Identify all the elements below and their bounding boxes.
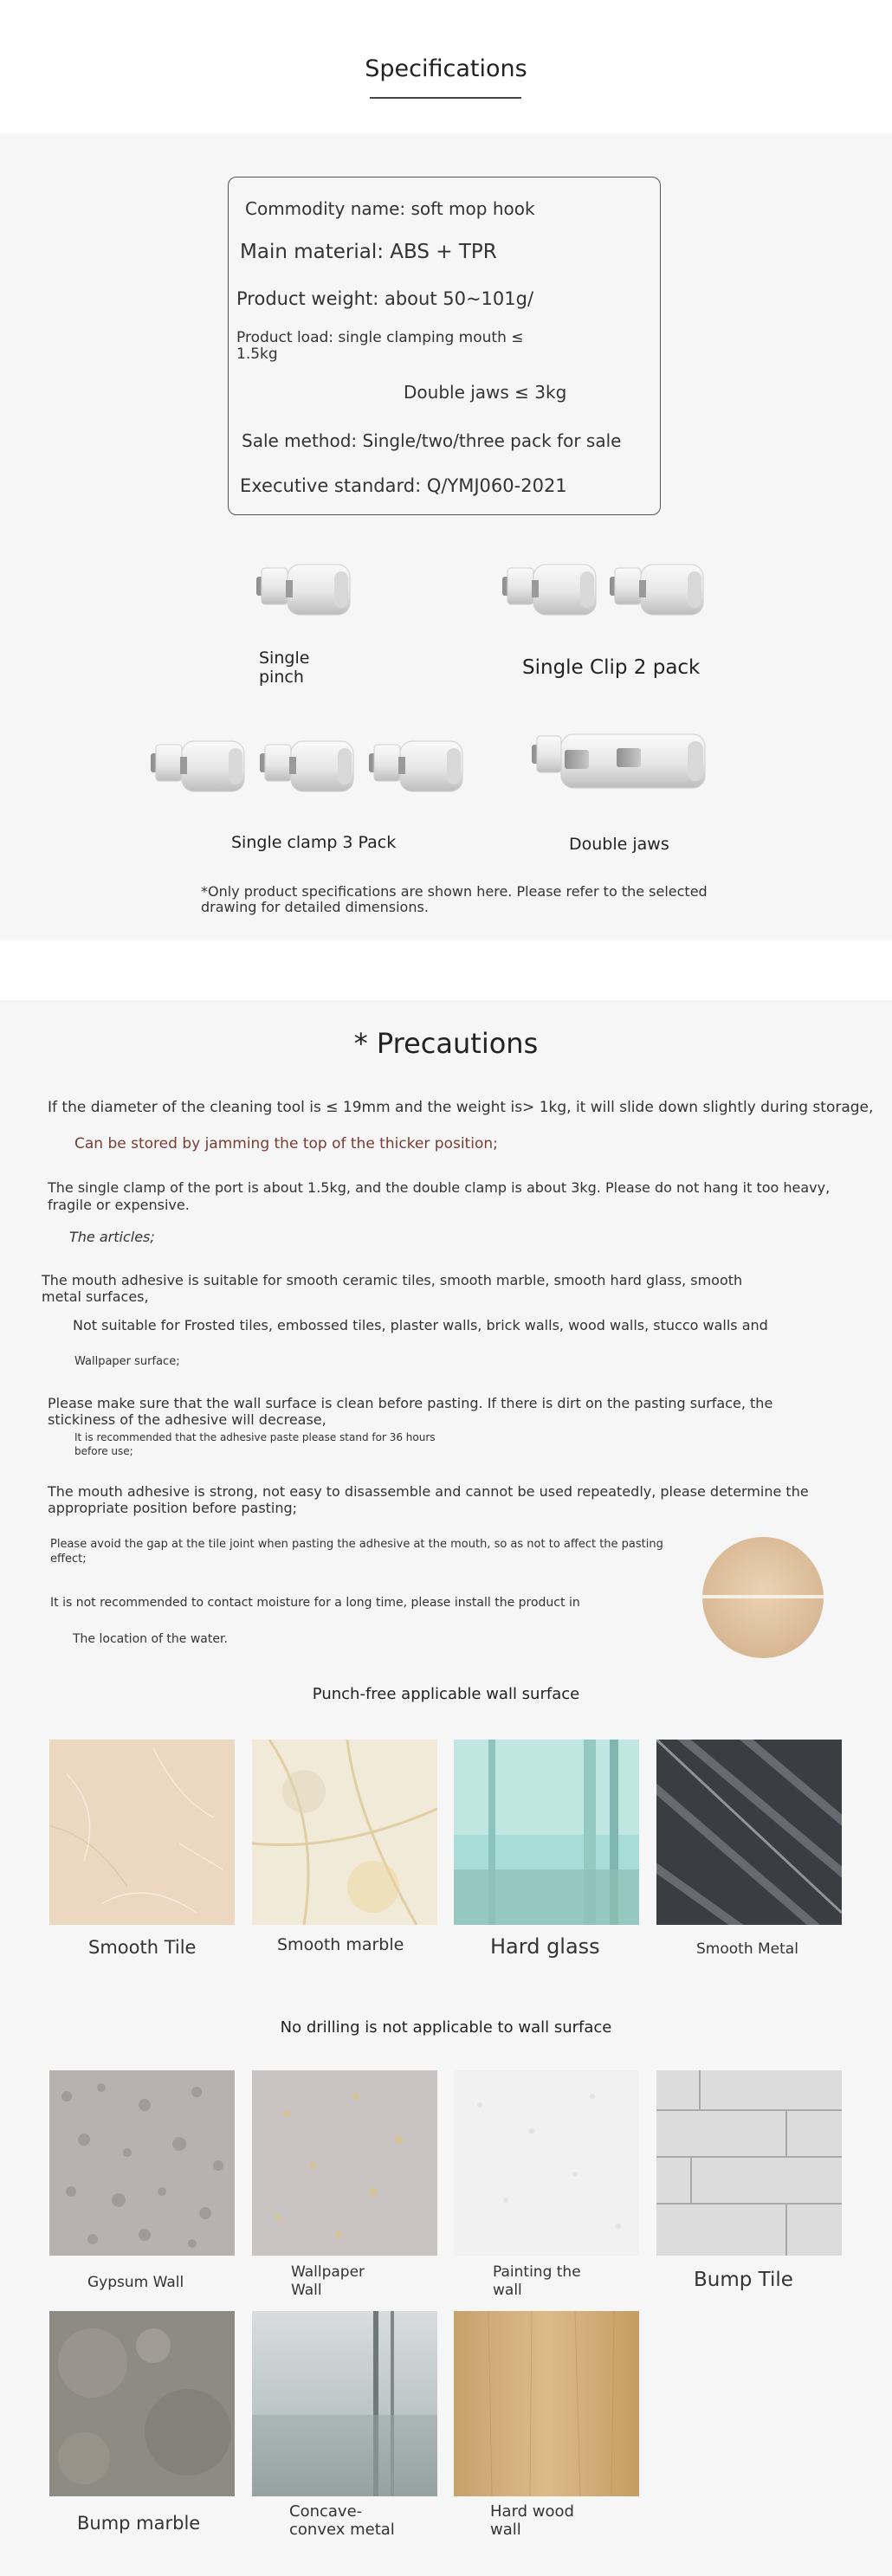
hard-glass-image (454, 1740, 639, 1925)
precaution-2-line-2: fragile or expensive. (48, 1197, 190, 1213)
smooth-marble-image (252, 1740, 437, 1925)
caption-clamp-3-pack: Single clamp 3 Pack (231, 833, 397, 852)
spec-sale-method: Sale method: Single/two/three pack for sale (242, 430, 622, 451)
spec-double-jaws-load: Double jaws ≤ 3kg (404, 382, 567, 403)
spec-note-2: drawing for detailed dimensions. (201, 899, 429, 915)
precaution-5-line-2: appropriate position before pasting; (48, 1500, 298, 1516)
spec-load-1: Product load: single clamping mouth ≤ (236, 329, 524, 346)
label-painting-1: Painting the (493, 2263, 581, 2281)
clamp-3-pack-image (149, 738, 468, 797)
non-applicable-walls-title: No drilling is not applicable to wall surface (280, 2018, 612, 2037)
label-bump-marble: Bump marble (77, 2513, 201, 2534)
gypsum-wall-image (49, 2070, 235, 2256)
spec-standard: Executive standard: Q/YMJ060-2021 (240, 475, 567, 496)
bump-marble-image (49, 2311, 235, 2496)
wallpaper-wall-image (252, 2070, 437, 2256)
precaution-1-note: Can be stored by jamming the top of the thicker position; (74, 1135, 498, 1152)
precaution-4-line-2: stickiness of the adhesive will decrease, (48, 1411, 326, 1428)
spec-commodity: Commodity name: soft mop hook (245, 198, 535, 219)
label-smooth-tile: Smooth Tile (88, 1937, 197, 1958)
caption-double-jaws: Double jaws (569, 835, 669, 854)
precaution-3-line-1: The mouth adhesive is suitable for smooth ceramic tiles, smooth marble, smooth hard glass, smooth (42, 1272, 743, 1288)
specifications-title: Specifications (365, 55, 527, 82)
smooth-tile-image (49, 1740, 235, 1925)
spec-note-1: *Only product specifications are shown here. Please refer to the selected (201, 883, 708, 900)
spec-material: Main material: ABS + TPR (240, 241, 497, 263)
precaution-4-line-1: Please make sure that the wall surface is clean before pasting. If there is dirt on the pasting surface, the (48, 1395, 773, 1411)
spec-load-2: 1.5kg (236, 345, 278, 363)
applicable-walls-title: Punch-free applicable wall surface (312, 1685, 580, 1703)
caption-single-2: pinch (259, 668, 304, 687)
hard-wood-wall-image (454, 2311, 639, 2496)
label-wallpaper-2: Wall (291, 2282, 322, 2299)
label-hard-glass: Hard glass (490, 1934, 600, 1959)
painting-wall-image (454, 2070, 639, 2256)
label-concave-1: Concave- (289, 2502, 363, 2521)
precaution-6-line-2: effect; (50, 1553, 87, 1566)
label-wood-1: Hard wood (490, 2502, 574, 2521)
precaution-6-line-1: Please avoid the gap at the tile joint when pasting the adhesive at the mouth, so as not to affect the pasting (50, 1538, 663, 1551)
title-underline (370, 97, 521, 99)
double-jaws-image (530, 729, 708, 798)
label-concave-2: convex metal (289, 2521, 395, 2539)
precaution-3-line-4: Wallpaper surface; (74, 1355, 180, 1368)
label-wood-2: wall (490, 2521, 521, 2539)
clip-2-pack-image (501, 561, 708, 620)
concave-convex-metal-image (252, 2311, 437, 2496)
label-gypsum-wall: Gypsum Wall (87, 2274, 184, 2291)
precautions-title: * Precautions (353, 1027, 539, 1060)
label-painting-2: wall (493, 2282, 522, 2299)
single-pinch-image (255, 561, 359, 620)
bump-tile-image (656, 2070, 842, 2256)
caption-single-1: Single (259, 649, 310, 668)
spec-weight: Product weight: about 50~101g/ (236, 288, 534, 309)
precaution-7-line-2: The location of the water. (73, 1632, 228, 1646)
precaution-5-line-1: The mouth adhesive is strong, not easy to disassemble and cannot be used repeatedly, please determine the (48, 1483, 809, 1500)
precaution-3-line-3: Not suitable for Frosted tiles, embossed tiles, plaster walls, brick walls, wood walls, stucco walls and (73, 1317, 768, 1333)
caption-clip-2-pack: Single Clip 2 pack (522, 656, 701, 679)
label-smooth-marble: Smooth marble (277, 1935, 404, 1954)
precaution-2-line-1: The single clamp of the port is about 1.5kg, and the double clamp is about 3kg. Please do not hang it too heavy, (48, 1179, 831, 1196)
precaution-4-line-3: It is recommended that the adhesive paste please stand for 36 hours (74, 1431, 436, 1443)
precaution-1: If the diameter of the cleaning tool is ≤ 19mm and the weight is> 1kg, it will slide down slightly during storage, (48, 1099, 874, 1116)
precaution-2-line-3: The articles; (69, 1229, 155, 1245)
label-bump-tile: Bump Tile (694, 2269, 793, 2291)
label-smooth-metal: Smooth Metal (696, 1940, 798, 1958)
smooth-metal-image (656, 1740, 842, 1925)
precaution-4-line-4: before use; (74, 1445, 133, 1457)
label-wallpaper-1: Wallpaper (291, 2263, 365, 2281)
precaution-7-line-1: It is not recommended to contact moisture for a long time, please install the product in (50, 1596, 580, 1610)
tile-joint-image (701, 1536, 824, 1659)
precaution-3-line-2: metal surfaces, (42, 1288, 149, 1305)
